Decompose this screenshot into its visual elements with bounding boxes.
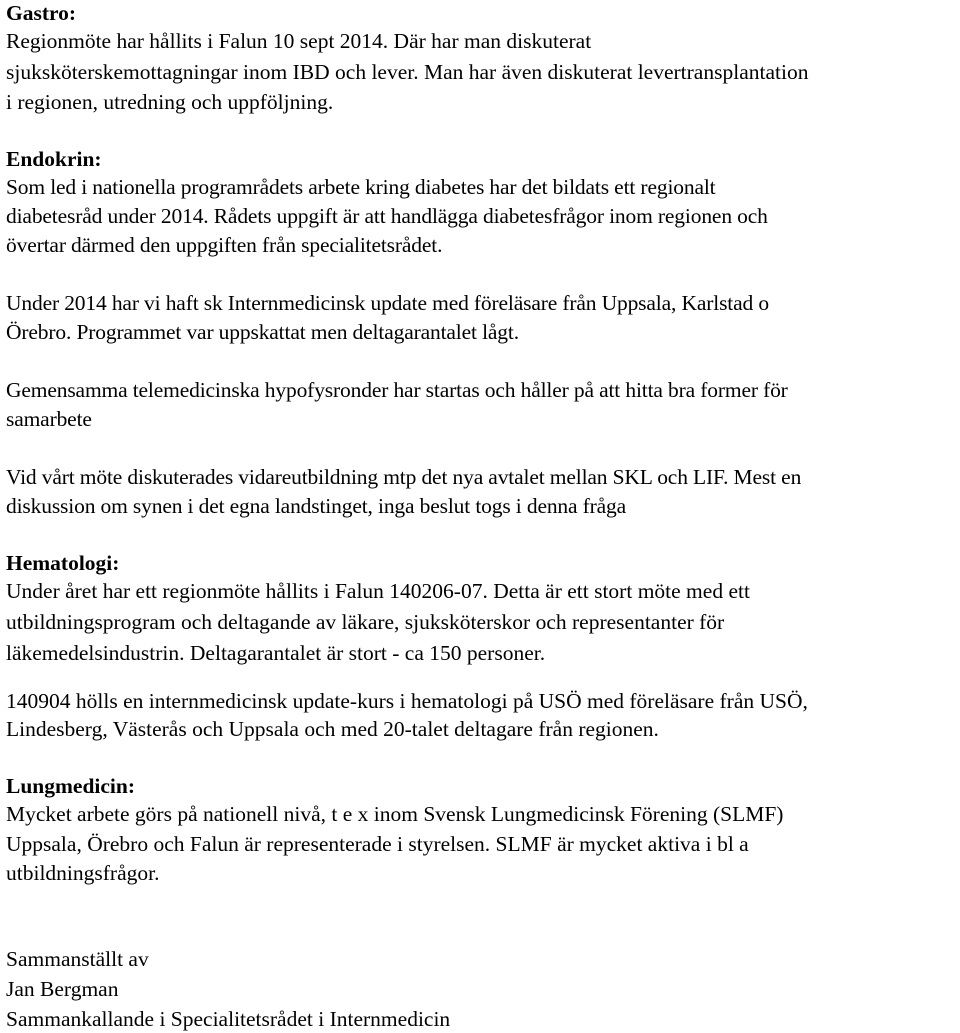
gastro-line-1: Regionmöte har hållits i Falun 10 sept 2014. Där har man diskuterat bbox=[6, 29, 592, 53]
endokrin-para2-line-1: Under 2014 har vi haft sk Internmedicinsk update med föreläsare från Uppsala, Karlstad o bbox=[6, 291, 769, 315]
lungmedicin-heading: Lungmedicin: bbox=[6, 774, 136, 798]
endokrin-para4-line-2: diskussion om synen i det egna landstinget, inga beslut togs i denna fråga bbox=[6, 494, 627, 518]
endokrin-line-3: övertar därmed den uppgiften från specialitetsrådet. bbox=[6, 233, 443, 257]
hematologi-para2-line-2: Lindesberg, Västerås och Uppsala och med 20-talet deltagare från regionen. bbox=[6, 717, 659, 741]
gastro-line-2: sjuksköterskemottagningar inom IBD och lever. Man har även diskuterat levertransplantation bbox=[6, 60, 809, 84]
lungmedicin-line-1: Mycket arbete görs på nationell nivå, t e x inom Svensk Lungmedicinsk Förening (SLMF) bbox=[6, 802, 784, 826]
gastro-line-3: i regionen, utredning och uppföljning. bbox=[6, 90, 334, 114]
endokrin-para2-line-2: Örebro. Programmet var uppskattat men deltagarantalet lågt. bbox=[6, 320, 519, 344]
endokrin-para3-line-2: samarbete bbox=[6, 407, 92, 431]
gastro-heading: Gastro: bbox=[6, 1, 77, 25]
signature-role: Sammankallande i Specialitetsrådet i Internmedicin bbox=[6, 1007, 451, 1031]
lungmedicin-line-2: Uppsala, Örebro och Falun är representerade i styrelsen. SLMF är mycket aktiva i bl a bbox=[6, 832, 749, 856]
signature-name: Jan Bergman bbox=[6, 977, 119, 1001]
signature-compiled-by: Sammanställt av bbox=[6, 947, 149, 971]
endokrin-para3-line-1: Gemensamma telemedicinska hypofysronder har startas och håller på att hitta bra former för bbox=[6, 378, 788, 402]
hematologi-heading: Hematologi: bbox=[6, 551, 120, 575]
hematologi-para1-line-1: Under året har ett regionmöte hållits i Falun 140206-07. Detta är ett stort möte med ett bbox=[6, 579, 750, 603]
hematologi-para1-line-2: utbildningsprogram och deltagande av läkare, sjuksköterskor och representanter för bbox=[6, 610, 725, 634]
lungmedicin-line-3: utbildningsfrågor. bbox=[6, 861, 160, 885]
hematologi-para1-line-3: läkemedelsindustrin. Deltagarantalet är stort - ca 150 personer. bbox=[6, 641, 546, 665]
hematologi-para2-line-1: 140904 hölls en internmedicinsk update-kurs i hematologi på USÖ med föreläsare från USÖ, bbox=[6, 689, 808, 713]
endokrin-para4-line-1: Vid vårt möte diskuterades vidareutbildning mtp det nya avtalet mellan SKL och LIF. Mest en bbox=[6, 465, 802, 489]
endokrin-line-1: Som led i nationella programrådets arbete kring diabetes har det bildats ett regionalt bbox=[6, 175, 716, 199]
endokrin-heading: Endokrin: bbox=[6, 147, 102, 171]
endokrin-line-2: diabetesråd under 2014. Rådets uppgift är att handlägga diabetesfrågor inom regionen och bbox=[6, 204, 768, 228]
